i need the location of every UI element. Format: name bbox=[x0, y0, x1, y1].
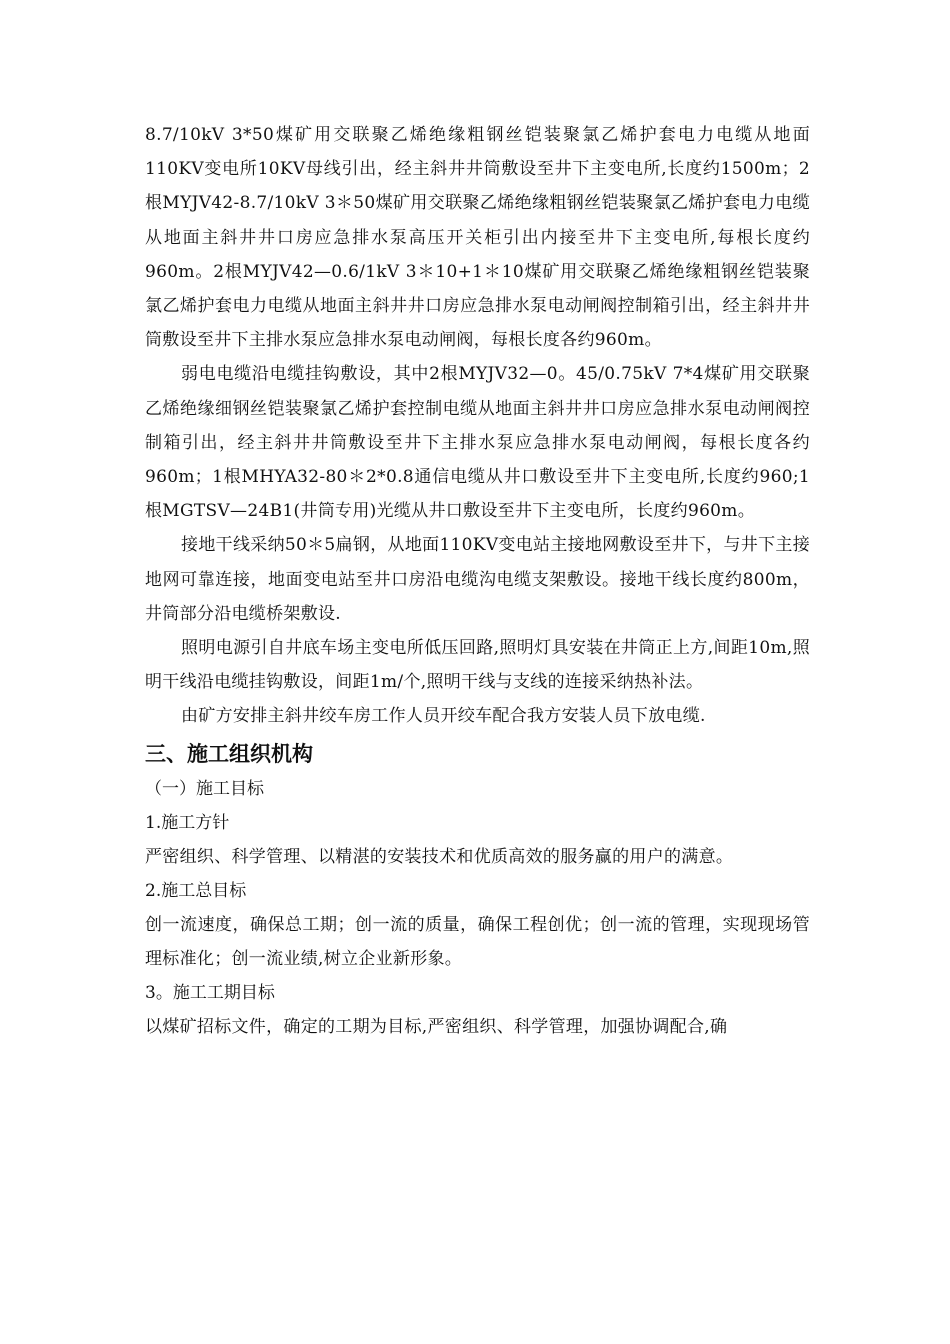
paragraph-weak-current-cable: 弱电电缆沿电缆挂钩敷设，其中2根MYJV32—0。45/0.75kV 7*4煤矿用交联聚乙烯绝缘细钢丝铠装聚氯乙烯护套控制电缆从地面主斜井井口房应急排水泵电动闸阀控制箱引出，经主斜井井筒敷设至井下主排水泵应急排水泵电动闸阀，每根长度各约960m；1根MHYA32-80＊2*0.8通信电缆从井口敷设至井下主变电所,长度约960;1根MGTSV—24B1(井筒专用)光缆从井口敷设至井下主变电所，长度约960m。 bbox=[145, 364, 810, 522]
paragraph-lighting: 照明电源引自井底车场主变电所低压回路,照明灯具安装在井筒正上方,间距10m,照明干线沿电缆挂钩敷设，间距1m/个,照明干线与支线的连接采纳热补法。 bbox=[145, 638, 810, 693]
item-text: 以煤矿招标文件，确定的工期为目标,严密组织、科学管理，加强协调配合,确 bbox=[145, 1017, 728, 1038]
paragraph-power-cable: 8.7/10kV 3*50煤矿用交联聚乙烯绝缘粗钢丝铠装聚氯乙烯护套电力电缆从地面110KV变电所10KV母线引出，经主斜井井筒敷设至井下主变电所,长度约1500m；2根MYJV42-8.7/10kV 3＊50煤矿用交联聚乙烯绝缘粗钢丝铠装聚氯乙烯护套电力电缆从地面主斜井井口房应急排水泵高压开关柜引出内接至井下主变电所,每根长度约960m。2根MYJV42—0.6/1kV 3＊10+1＊10煤矿用交联聚乙烯绝缘粗钢丝铠装聚氯乙烯护套电力电缆从地面主斜井井口房应急排水泵电动闸阀控制箱引出，经主斜井井筒敷设至井下主排水泵应急排水泵电动闸阀，每根长度各约960m。 bbox=[145, 125, 810, 351]
item-title: 3。施工工期目标 bbox=[145, 983, 275, 1004]
item-title: 1.施工方针 bbox=[145, 812, 230, 833]
document-body bbox=[145, 118, 810, 1044]
item-text: 严密组织、科学管理、以精湛的安装技术和优质高效的服务赢的用户的满意。 bbox=[145, 846, 734, 867]
section-heading: 三、施工组织机构 bbox=[145, 741, 313, 766]
subsection-heading: （一）施工目标 bbox=[145, 778, 264, 799]
paragraph-grounding: 接地干线采纳50＊5扁钢，从地面110KV变电站主接地网敷设至井下，与井下主接地网可靠连接，地面变电站至井口房沿电缆沟电缆支架敷设。接地干线长度约800m，井筒部分沿电缆桥架敷设. bbox=[145, 535, 810, 624]
paragraph-winch: 由矿方安排主斜井绞车房工作人员开绞车配合我方安装人员下放电缆. bbox=[181, 706, 706, 727]
item-title: 2.施工总目标 bbox=[145, 880, 247, 901]
item-text: 创一流速度，确保总工期；创一流的质量，确保工程创优；创一流的管理，实现现场管理标准化；创一流业绩,树立企业新形象。 bbox=[145, 914, 810, 970]
